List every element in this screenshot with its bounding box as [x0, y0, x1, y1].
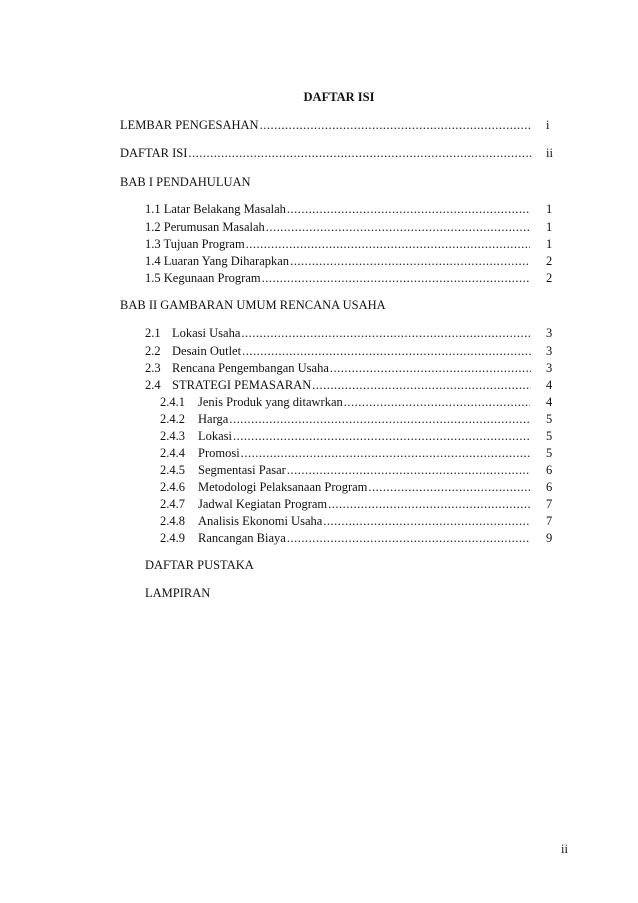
- toc-entry[interactable]: [145, 325, 531, 341]
- toc-entry-label: Jenis Produk yang ditawrkan: [198, 395, 343, 409]
- toc-entry-label: 1.3 Tujuan Program: [145, 237, 245, 251]
- toc-entry-label: Analisis Ekonomi Usaha: [198, 514, 323, 528]
- toc-subentry[interactable]: [160, 445, 530, 461]
- toc-page-number: 2: [546, 254, 553, 268]
- toc-page-number: 5: [546, 412, 553, 426]
- leader-dots: [266, 219, 530, 235]
- toc-page-number: 4: [546, 378, 553, 392]
- leader-dots: [241, 445, 530, 461]
- toc-entry-label: Rencana Pengembangan Usaha: [172, 361, 329, 375]
- toc-page-number: i: [546, 118, 550, 132]
- toc-page-number: 3: [546, 361, 553, 375]
- leader-dots: [330, 360, 531, 376]
- toc-entry-number: 2.4.2: [160, 412, 185, 426]
- toc-entry-label: Lokasi: [198, 429, 233, 443]
- toc-entry-number: 2.4.1: [160, 395, 185, 409]
- toc-entry-label: 1.2 Perumusan Masalah: [145, 220, 265, 234]
- toc-page-number: 4: [546, 395, 553, 409]
- toc-page-number: 7: [546, 514, 553, 528]
- toc-entry-daftar-pustaka[interactable]: DAFTAR PUSTAKA: [145, 558, 254, 572]
- chapter-heading-bab-1[interactable]: BAB I PENDAHULUAN: [120, 175, 251, 189]
- toc-entry-label: STRATEGI PEMASARAN: [172, 378, 312, 392]
- toc-subentry[interactable]: [160, 513, 530, 529]
- toc-page-number: 9: [546, 531, 553, 545]
- toc-page-number: 1: [546, 220, 553, 234]
- toc-entry[interactable]: [145, 343, 531, 359]
- toc-subentry[interactable]: [160, 496, 530, 512]
- toc-entry-number: 2.4.9: [160, 531, 185, 545]
- toc-subentry[interactable]: [160, 530, 530, 546]
- toc-entry[interactable]: [145, 377, 531, 393]
- toc-entry[interactable]: [145, 270, 530, 286]
- toc-entry-number: 2.4.5: [160, 463, 185, 477]
- toc-page-number: 7: [546, 497, 553, 511]
- toc-subentry[interactable]: [160, 462, 530, 478]
- toc-subentry[interactable]: [160, 411, 530, 427]
- toc-page-number: ii: [546, 146, 553, 160]
- leader-dots: [241, 325, 531, 341]
- toc-entry-label: LEMBAR PENGESAHAN: [120, 118, 259, 132]
- toc-entry-number: 2.2: [145, 344, 161, 358]
- leader-dots: [287, 201, 530, 217]
- footer-page-number: ii: [561, 842, 568, 856]
- leader-dots: [287, 530, 530, 546]
- leader-dots: [242, 343, 531, 359]
- toc-entry-label: 1.5 Kegunaan Program: [145, 271, 261, 285]
- toc-subentry[interactable]: [160, 394, 530, 410]
- toc-entry-lembar-pengesahan[interactable]: [120, 117, 532, 133]
- toc-entry-number: 2.4.4: [160, 446, 185, 460]
- toc-entry[interactable]: [145, 201, 530, 217]
- leader-dots: [287, 462, 530, 478]
- toc-page-number: 5: [546, 429, 553, 443]
- toc-entry-label: Lokasi Usaha: [172, 326, 241, 340]
- toc-entry-label: Metodologi Pelaksanaan Program: [198, 480, 368, 494]
- toc-entry-label: Segmentasi Pasar: [198, 463, 286, 477]
- leader-dots: [188, 145, 532, 161]
- toc-page-number: 6: [546, 463, 553, 477]
- toc-entry-lampiran[interactable]: LAMPIRAN: [145, 586, 211, 600]
- toc-entry-label: 1.1 Latar Belakang Masalah: [145, 202, 286, 216]
- toc-entry-label: Harga: [198, 412, 229, 426]
- toc-page-number: 3: [546, 326, 553, 340]
- leader-dots: [260, 117, 532, 133]
- toc-entry[interactable]: [145, 236, 530, 252]
- toc-subentry[interactable]: [160, 479, 530, 495]
- leader-dots: [344, 394, 530, 410]
- leader-dots: [262, 270, 530, 286]
- toc-entry-label: Promosi: [198, 446, 240, 460]
- leader-dots: [328, 496, 530, 512]
- toc-page-number: 3: [546, 344, 553, 358]
- toc-entry-label: Rancangan Biaya: [198, 531, 286, 545]
- toc-entry[interactable]: [145, 219, 530, 235]
- toc-entry-number: 2.4: [145, 378, 161, 392]
- toc-page-number: 5: [546, 446, 553, 460]
- page-title: DAFTAR ISI: [303, 90, 375, 104]
- toc-entry[interactable]: [145, 360, 531, 376]
- toc-entry-label: 1.4 Luaran Yang Diharapkan: [145, 254, 290, 268]
- toc-entry-number: 2.4.6: [160, 480, 185, 494]
- toc-entry-label: Desain Outlet: [172, 344, 242, 358]
- toc-entry-label: DAFTAR ISI: [120, 146, 188, 160]
- leader-dots: [312, 377, 531, 393]
- leader-dots: [323, 513, 530, 529]
- toc-entry-daftar-isi[interactable]: [120, 145, 532, 161]
- leader-dots: [246, 236, 530, 252]
- toc-page-number: 1: [546, 202, 553, 216]
- toc-page-number: 2: [546, 271, 553, 285]
- toc-page-number: 6: [546, 480, 553, 494]
- leader-dots: [368, 479, 530, 495]
- toc-entry-number: 2.4.7: [160, 497, 185, 511]
- chapter-heading-bab-2[interactable]: BAB II GAMBARAN UMUM RENCANA USAHA: [120, 298, 386, 312]
- toc-entry-number: 2.4.3: [160, 429, 185, 443]
- toc-entry-number: 2.1: [145, 326, 161, 340]
- toc-entry-number: 2.4.8: [160, 514, 185, 528]
- toc-subentry[interactable]: [160, 428, 530, 444]
- toc-entry-label: Jadwal Kegiatan Program: [198, 497, 328, 511]
- leader-dots: [233, 428, 530, 444]
- toc-page-number: 1: [546, 237, 553, 251]
- toc-entry-number: 2.3: [145, 361, 161, 375]
- leader-dots: [290, 253, 530, 269]
- toc-entry[interactable]: [145, 253, 530, 269]
- leader-dots: [229, 411, 530, 427]
